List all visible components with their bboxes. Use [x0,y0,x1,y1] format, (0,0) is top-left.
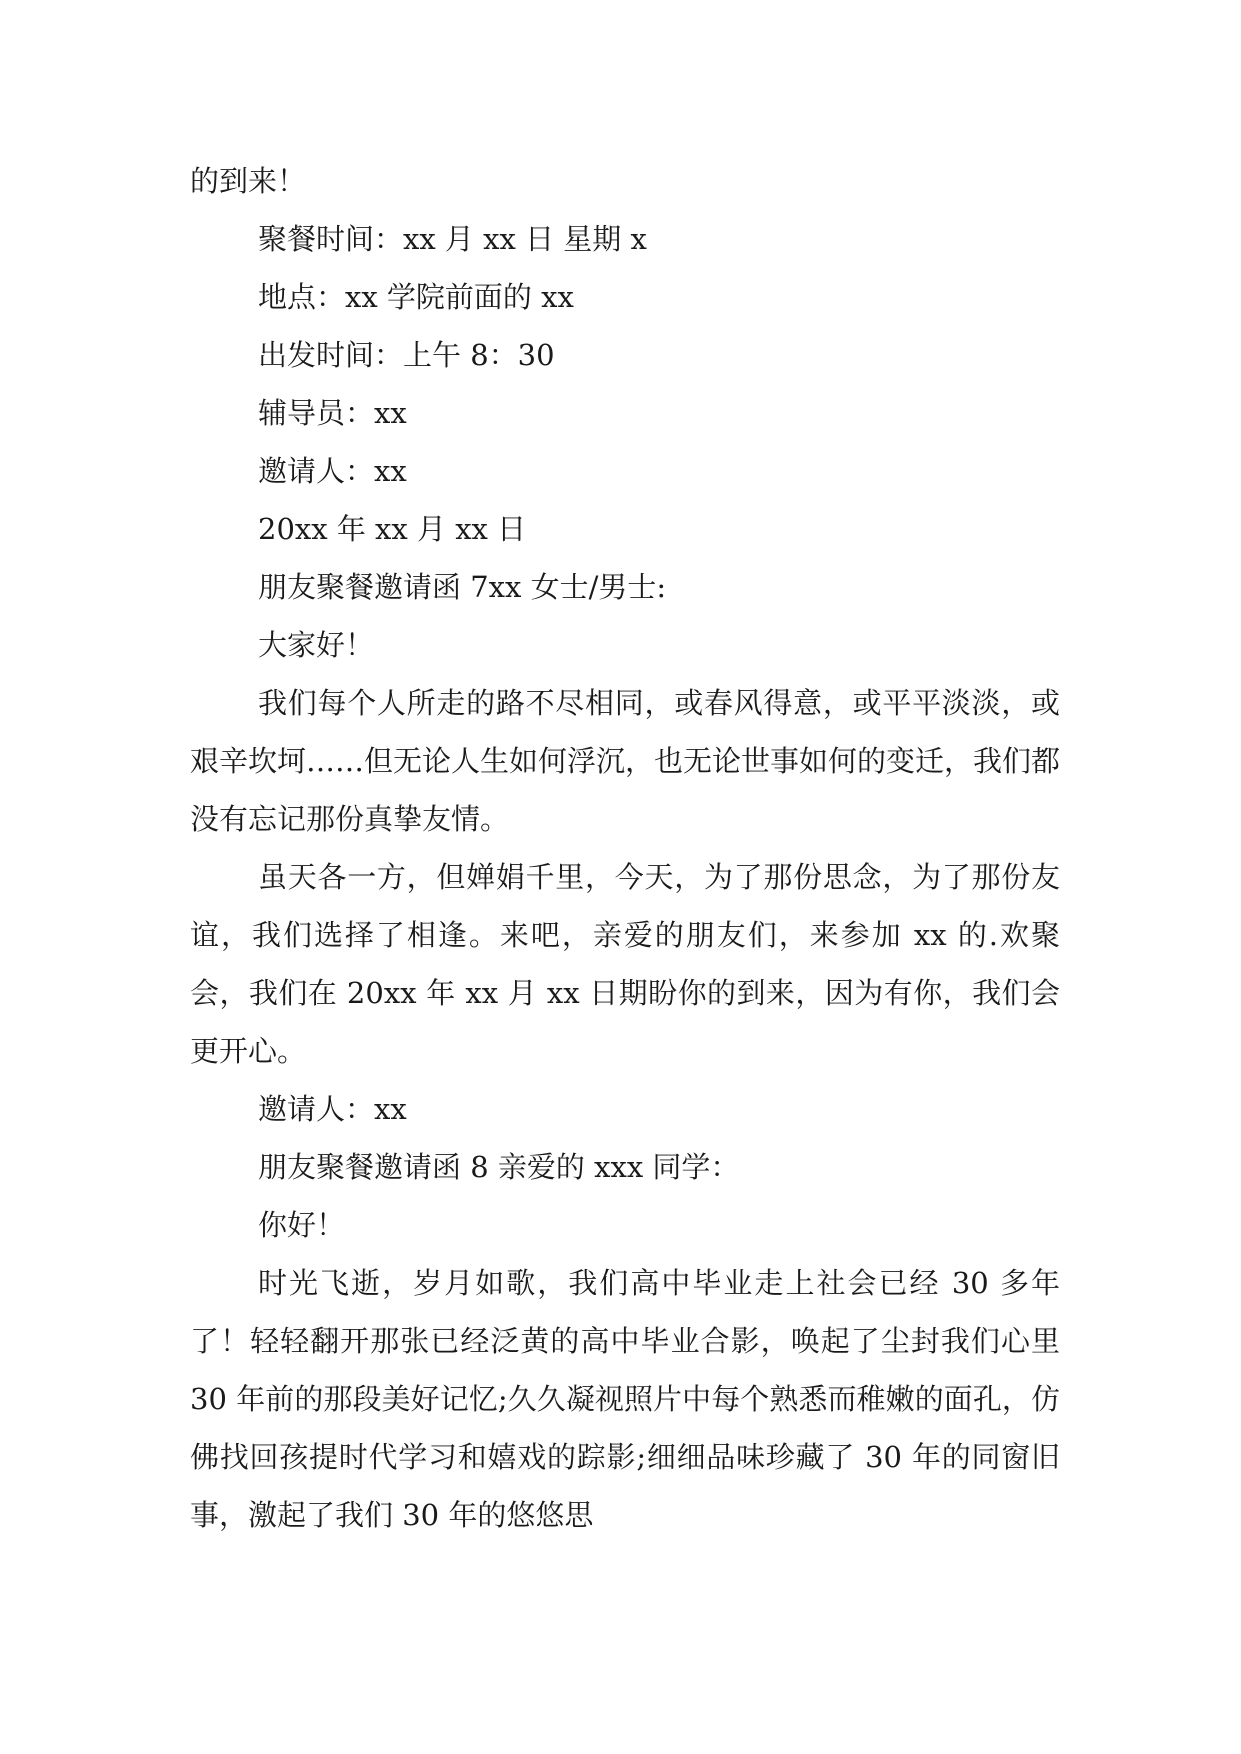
section-heading: 朋友聚餐邀请函 8 亲爱的 xxx 同学： [258,1150,740,1184]
text-line: 20xx 年 xx 月 xx 日 [258,512,527,546]
greeting: 你好！ [258,1208,346,1242]
body-paragraph: 时光飞逝，岁月如歌，我们高中毕业走上社会已经 30 多年了！轻轻翻开那张已经泛黄的高中毕业合影，唤起了尘封我们心里 30 年前的那段美好记忆;久久凝视照片中每个熟悉而稚嫩的面孔，仿佛找回孩提时代学习和嬉戏的踪影;细细品味珍藏了 30 年的同窗旧事，激起了我们 30 年的悠悠思 [190,1266,1060,1532]
document-body [190,152,1060,1544]
text-line: 辅导员：xx [258,396,407,430]
text-line: 地点：xx 学院前面的 xx [258,280,574,314]
text-line: 聚餐时间：xx 月 xx 日 星期 x [258,222,647,256]
greeting: 大家好！ [258,628,375,662]
text-line: 邀请人：xx [258,454,407,488]
text-line: 邀请人：xx [258,1092,407,1126]
section-heading: 朋友聚餐邀请函 7xx 女士/男士: [258,570,667,604]
text-line: 的到来！ [190,164,307,198]
text-line: 出发时间：上午 8：30 [258,338,555,372]
body-paragraph: 虽天各一方，但婵娟千里，今天，为了那份思念，为了那份友谊，我们选择了相逢。来吧，亲爱的朋友们，来参加 xx 的.欢聚会，我们在 20xx 年 xx 月 xx 日期盼你的到来，因为有你，我们会更开心。 [190,860,1060,1068]
body-paragraph: 我们每个人所走的路不尽相同，或春风得意，或平平淡淡，或艰辛坎坷……但无论人生如何浮沉，也无论世事如何的变迁，我们都没有忘记那份真挚友情。 [190,686,1061,836]
